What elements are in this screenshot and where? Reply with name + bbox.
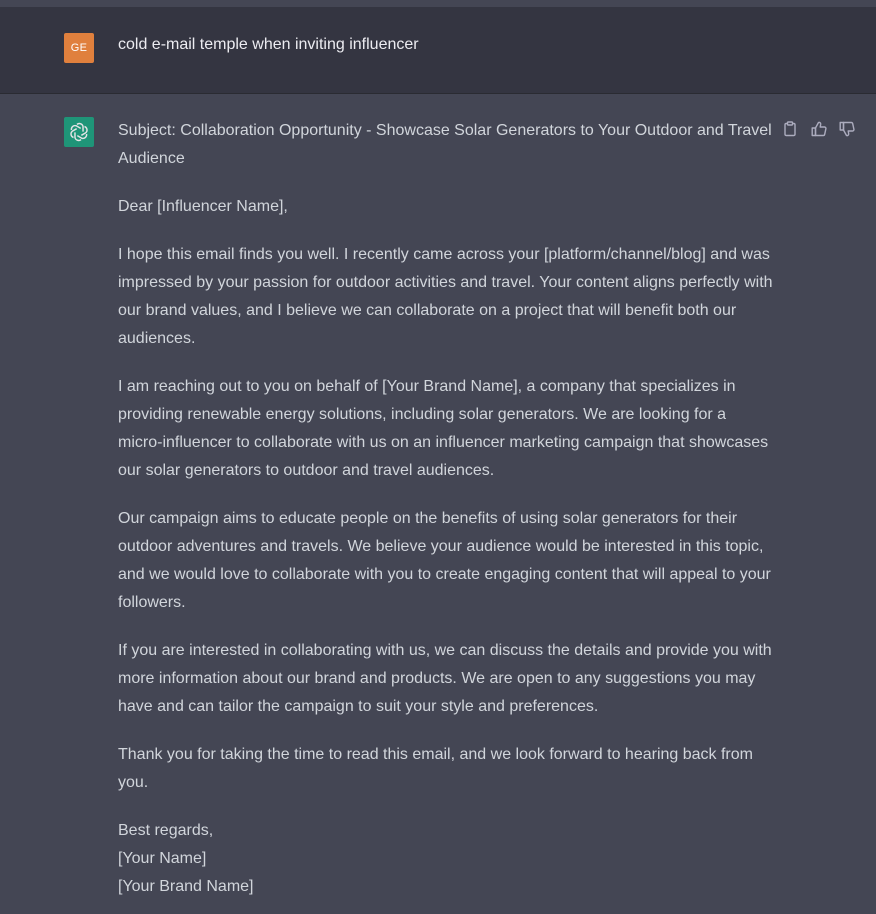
email-paragraph: Our campaign aims to educate people on the benefits of using solar generators for their outdoor adventures and travels. We believe your audience would be interested in this topic, and we would love to collaborate with you to create engaging content that will appeal to your followers. bbox=[118, 510, 771, 611]
email-paragraph: I am reaching out to you on behalf of [Your Brand Name], a company that specializes in providing renewable energy solutions, including solar generators. We are looking for a micro-influencer to collaborate with us on an influencer marketing campaign that showcases our solar generators to outdoor and travel audiences. bbox=[118, 378, 769, 479]
thumbs-up-button[interactable] bbox=[810, 120, 828, 138]
thumbs-down-icon bbox=[838, 120, 856, 138]
user-message-row bbox=[0, 7, 876, 94]
top-strip bbox=[0, 0, 876, 7]
email-paragraph: Thank you for taking the time to read this email, and we look forward to hearing back from you. bbox=[118, 746, 753, 791]
email-paragraph: I hope this email finds you well. I recently came across your [platform/channel/blog] and was impressed by your passion for outdoor activities and travel. Your content aligns perfectly with our brand values, and I believe we can collaborate on a project that will benefit both our audiences. bbox=[118, 246, 773, 347]
copy-button[interactable] bbox=[781, 120, 799, 138]
assistant-message-content bbox=[118, 117, 774, 901]
user-message-text: cold e-mail temple when inviting influencer bbox=[118, 36, 419, 53]
email-greeting: Dear [Influencer Name], bbox=[118, 198, 288, 215]
copy-icon bbox=[781, 120, 799, 138]
user-avatar: GE bbox=[64, 33, 94, 63]
openai-logo-icon bbox=[68, 121, 90, 143]
message-actions bbox=[781, 120, 861, 138]
assistant-message-row bbox=[0, 94, 876, 914]
email-subject: Subject: Collaboration Opportunity - Showcase Solar Generators to Your Outdoor and Travel Audience bbox=[118, 122, 772, 167]
thumbs-down-button[interactable] bbox=[838, 120, 856, 138]
thumbs-up-icon bbox=[810, 120, 828, 138]
email-signature bbox=[118, 817, 774, 901]
signature-name: [Your Name] bbox=[118, 850, 207, 867]
assistant-avatar bbox=[64, 117, 94, 147]
email-paragraph: If you are interested in collaborating with us, we can discuss the details and provide you with more information about our brand and products. We are open to any suggestions you may have and can tailor the campaign to suit your style and preferences. bbox=[118, 642, 772, 715]
signature-closing: Best regards, bbox=[118, 822, 214, 839]
signature-brand: [Your Brand Name] bbox=[118, 878, 254, 895]
